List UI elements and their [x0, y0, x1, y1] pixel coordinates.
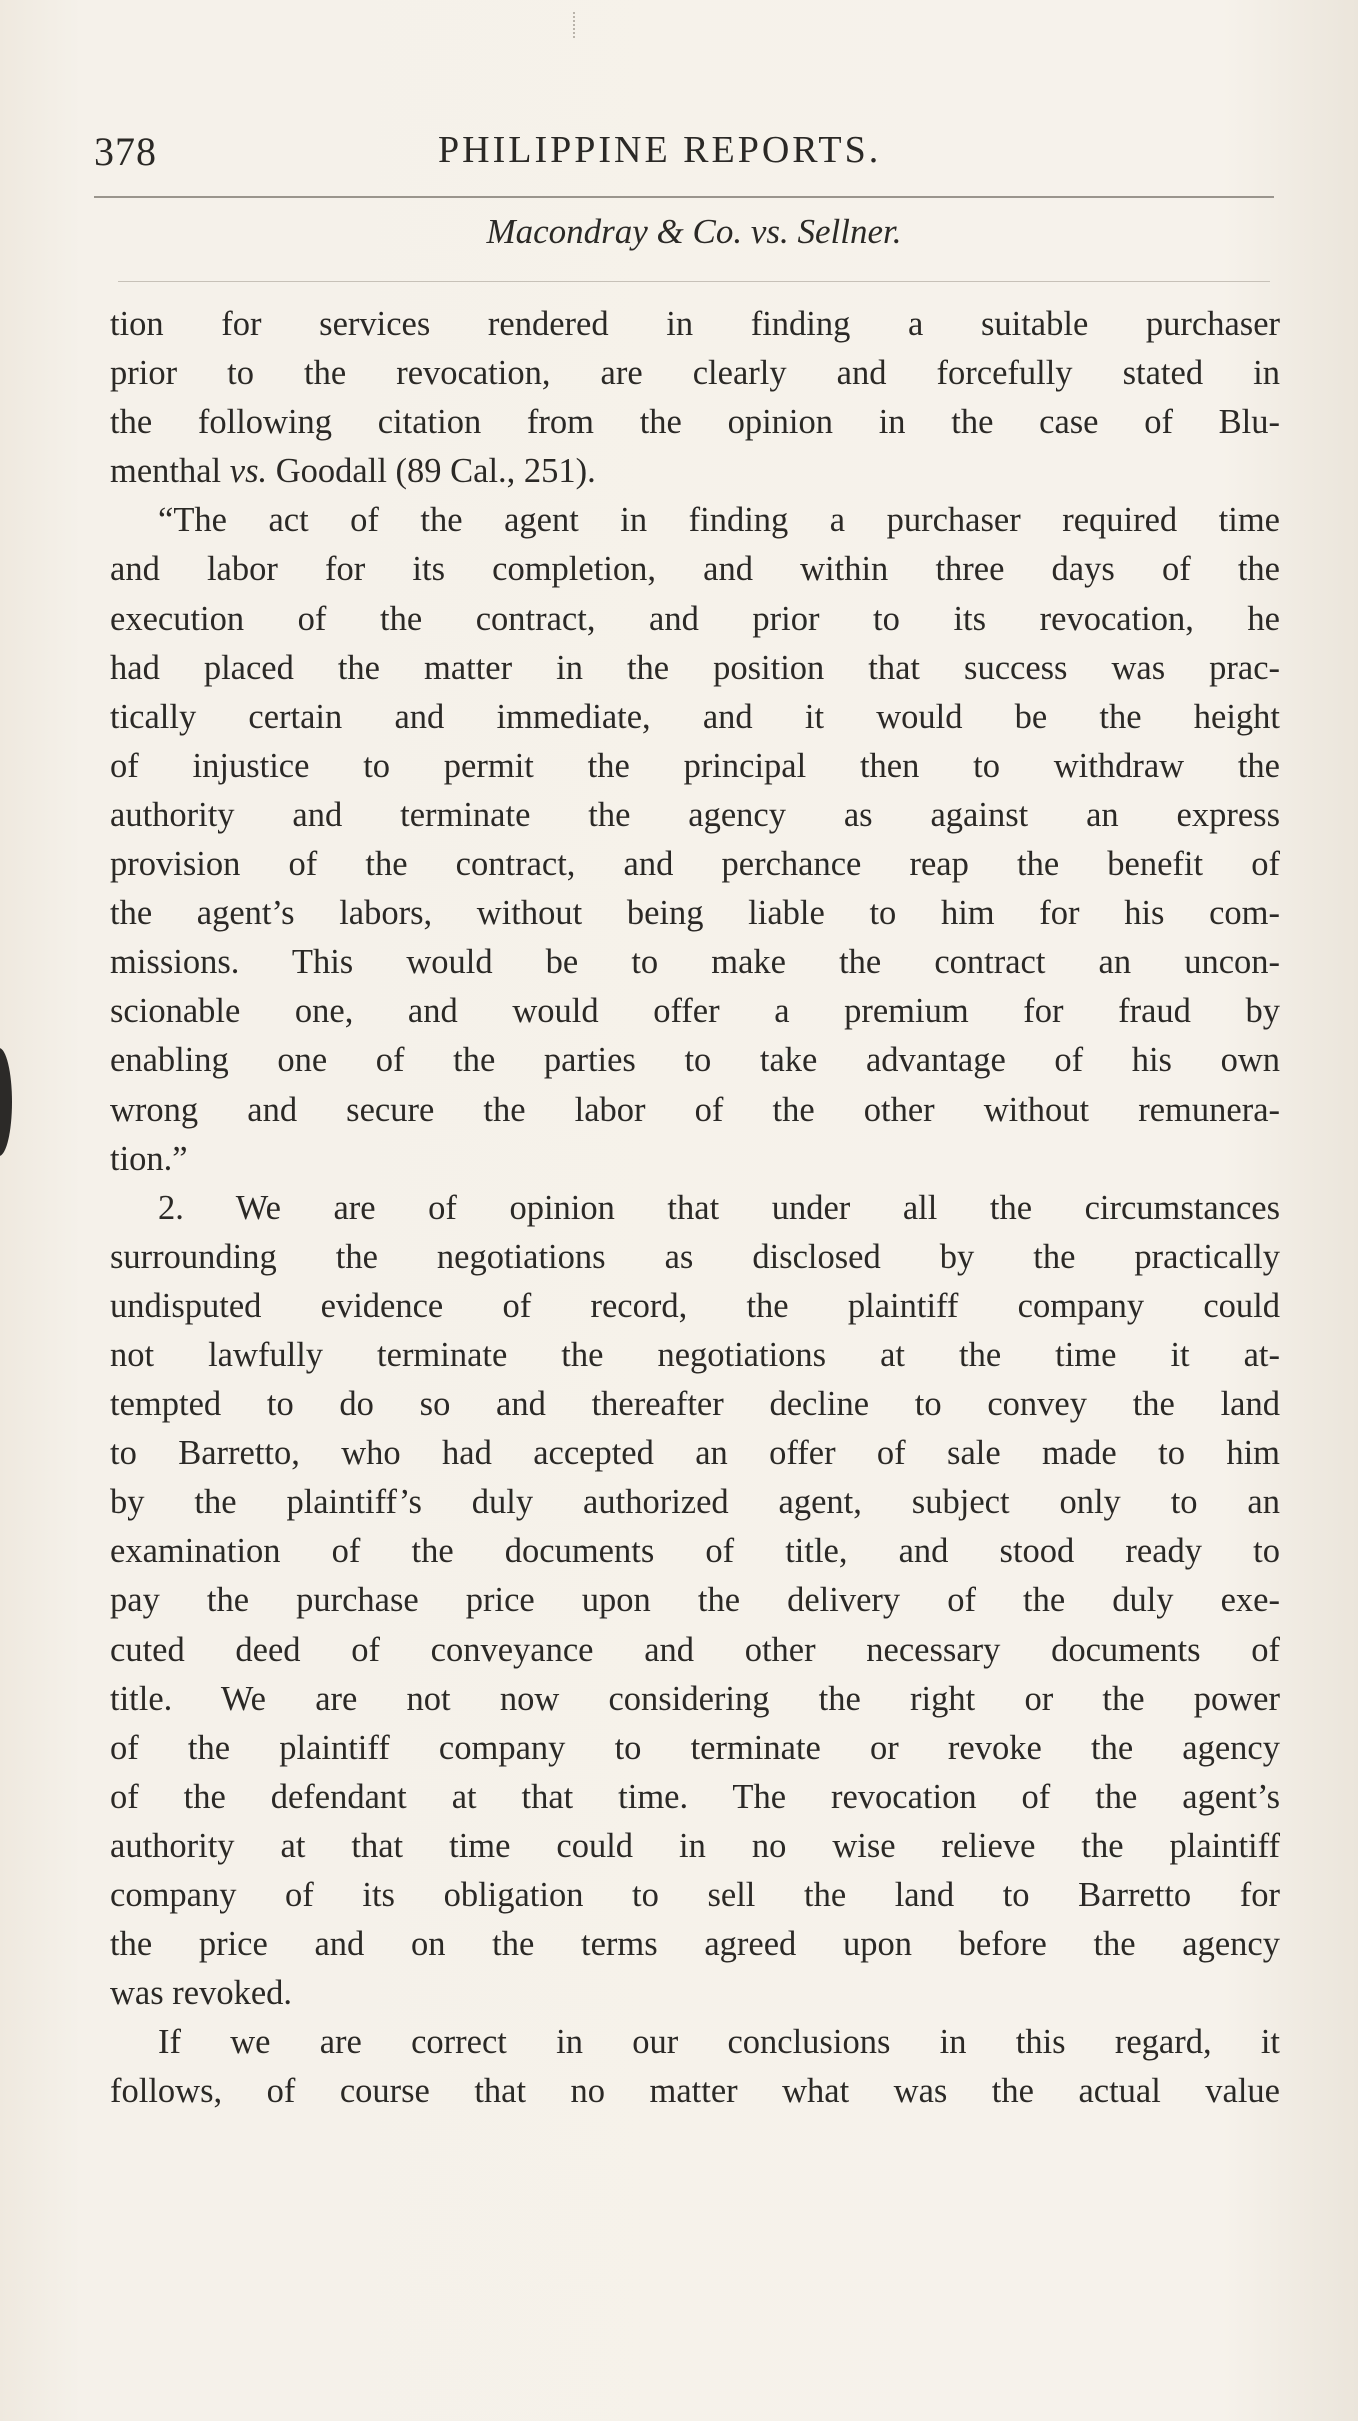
- text-line: the price and on the terms agreed upon before the agency: [110, 1925, 1280, 1964]
- text-line: tion.”: [110, 1139, 188, 1178]
- text-line: had placed the matter in the position that success was prac-: [110, 648, 1280, 687]
- text-line: the following citation from the opinion in the case of Blu-: [110, 403, 1280, 442]
- text-line: the agent’s labors, without being liable to him for his com-: [110, 894, 1280, 933]
- text-line: and labor for its completion, and within three days of the: [110, 550, 1280, 589]
- text-line: enabling one of the parties to take advantage of his own: [110, 1041, 1280, 1080]
- text-line: tion for services rendered in finding a suitable purchaser: [110, 305, 1280, 343]
- paragraph-3: [110, 1184, 1280, 2019]
- text-line: wrong and secure the labor of the other without remunera-: [110, 1090, 1280, 1129]
- text-line: execution of the contract, and prior to its revocation, he: [110, 599, 1280, 638]
- text-line: title. We are not now considering the right or the power: [110, 1679, 1280, 1718]
- case-title: Macondray & Co. vs. Sellner.: [486, 212, 902, 251]
- text-line: company of its obligation to sell the land to Barretto for: [110, 1876, 1280, 1914]
- text-line: [110, 447, 1280, 496]
- text-line: authority and terminate the agency as against an express: [110, 795, 1280, 834]
- text-line: tempted to do so and thereafter decline to convey the land: [110, 1385, 1280, 1424]
- header-rule: [94, 196, 1274, 198]
- paragraph-1: [110, 300, 1280, 496]
- paragraph-4: [110, 2018, 1280, 2116]
- text-line: missions. This would be to make the contract an uncon-: [110, 943, 1280, 982]
- text-line: by the plaintiff’s duly authorized agent, subject only to an: [110, 1483, 1280, 1522]
- text-line: of the plaintiff company to terminate or revoke the agency: [110, 1728, 1280, 1767]
- running-title: PHILIPPINE REPORTS.: [438, 129, 882, 171]
- binding-shadow: [0, 1048, 12, 1156]
- text-line: not lawfully terminate the negotiations at the time it at-: [110, 1335, 1280, 1374]
- italic-vs: vs.: [229, 452, 268, 491]
- scan-mark: [573, 12, 577, 38]
- body-text: [110, 300, 1280, 2116]
- text-line: If we are correct in our conclusions in this regard, it: [158, 2023, 1280, 2062]
- text-line: prior to the revocation, are clearly and forcefully stated in: [110, 354, 1280, 393]
- text-segment: Goodall (89 Cal., 251).: [267, 452, 596, 491]
- text-line: was revoked.: [110, 1974, 293, 2013]
- text-line: tically certain and immediate, and it would be the height: [110, 697, 1280, 736]
- paragraph-2-quotation: [110, 496, 1280, 1183]
- text-line: of injustice to permit the principal then to withdraw the: [110, 746, 1280, 785]
- text-line: of the defendant at that time. The revocation of the agent’s: [110, 1777, 1280, 1816]
- text-line: undisputed evidence of record, the plaintiff company could: [110, 1286, 1280, 1325]
- text-line: scionable one, and would offer a premium for fraud by: [110, 992, 1280, 1031]
- text-line: pay the purchase price upon the delivery of the duly exe-: [110, 1581, 1280, 1620]
- text-line: surrounding the negotiations as disclosed by the practically: [110, 1237, 1280, 1276]
- text-segment: menthal: [110, 452, 230, 491]
- text-line: provision of the contract, and perchance reap the benefit of: [110, 845, 1280, 884]
- text-line: follows, of course that no matter what was the actual value: [110, 2072, 1280, 2111]
- text-line: to Barretto, who had accepted an offer of sale made to him: [110, 1434, 1280, 1473]
- text-line: examination of the documents of title, and stood ready to: [110, 1532, 1280, 1571]
- text-line: “The act of the agent in finding a purchaser required time: [158, 501, 1280, 540]
- page-header: [94, 128, 1274, 184]
- page-number: 378: [94, 129, 157, 174]
- text-line: 2. We are of opinion that under all the circumstances: [158, 1188, 1280, 1227]
- text-line: authority at that time could in no wise relieve the plaintiff: [110, 1826, 1280, 1865]
- title-rule: [118, 281, 1270, 282]
- text-line: cuted deed of conveyance and other necessary documents of: [110, 1630, 1280, 1669]
